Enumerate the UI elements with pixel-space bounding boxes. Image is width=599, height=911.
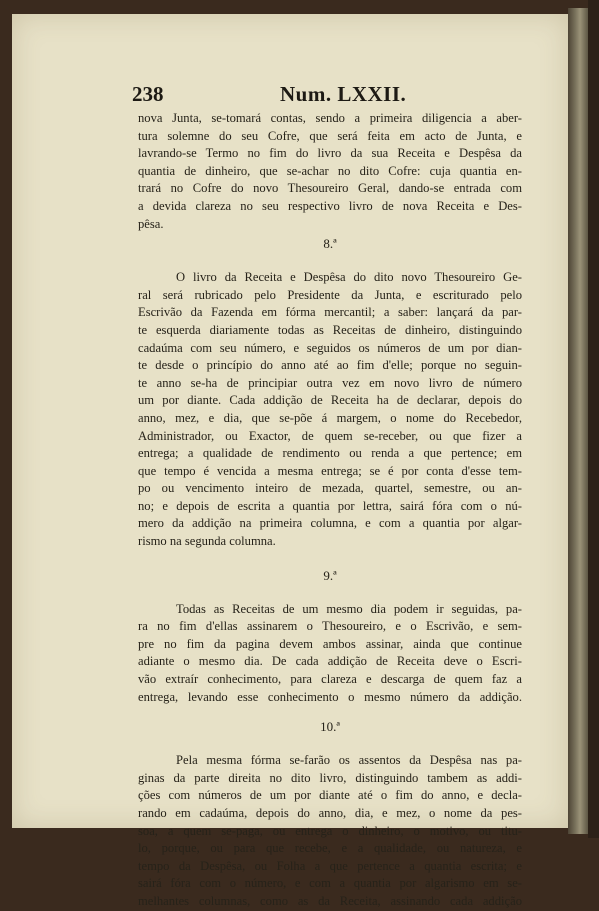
section-8-paragraph: [138, 269, 522, 551]
section-heading-8: 8.ª: [323, 236, 337, 252]
text-line: cadaúma com seu número, e seguidos os números de um por dian-: [138, 340, 522, 355]
text-line: ral será rubricado pelo Presidente da Junta, e escriturado pelo: [138, 287, 522, 302]
text-line: te anno se-ha de principiar outra vez em novo livro de número: [138, 375, 522, 390]
section-10-paragraph: [138, 752, 522, 910]
text-line: lo, porque, ou para que recebe, e a qualidade, ou natureza, e: [138, 841, 522, 856]
text-line: entrega; a qualidade de rendimento ou renda a que pertence; em: [138, 446, 522, 461]
text-line: te desde o princípio do anno até ao fim d'elle; porque no seguin-: [138, 358, 522, 373]
text-line: rismo na segunda columna.: [138, 534, 276, 549]
text-line: rando em cadaúma, depois do anno, dia, e mez, o nome da pes-: [138, 806, 522, 820]
text-line: po ou vencimento inteiro de mezada, quartel, semestre, ou an-: [138, 481, 522, 496]
text-line: Todas as Receitas de um mesmo dia podem ir seguidas, pa-: [176, 601, 522, 616]
page-header: [132, 82, 492, 108]
page-body: [138, 110, 522, 911]
text-line: ra no fim d'ellas assinarem o Thesoureiro, e o Escrivão, e sem-: [138, 619, 522, 634]
text-line: um por diante. Cada addição de Receita ha de declarar, depois do: [138, 393, 522, 408]
section-heading-9: 9.ª: [323, 567, 337, 583]
text-line: a devida clareza no seu respectivo livro de nova Receita e Des-: [138, 198, 522, 213]
text-line: trará no Cofre do novo Thesoureiro Geral, dando-se entrada com: [138, 181, 522, 196]
text-line: nova Junta, se-tomará contas, sendo a primeira diligencia a aber-: [138, 111, 522, 125]
text-line: quantia de dinheiro, que se-achar no dito Cofre: cuja quantia en-: [138, 163, 522, 178]
text-line: te esquerda diariamente todas as Receitas de dinheiro, distinguindo: [138, 322, 522, 337]
text-line: Escrivão da Fazenda em fórma mercantil; a saber: lançará da par-: [138, 305, 522, 320]
text-line: vão extraír conhecimento, para clareza e descarga de quem faz a: [138, 672, 522, 687]
text-line: ções com números de um por diante até o fim do anno, e decla-: [138, 788, 522, 803]
text-line: entrega, levando esse conhecimento o mesmo número da addição.: [138, 689, 522, 704]
section-9-paragraph: [138, 601, 522, 707]
text-line: que tempo é vencida a mesma entrega; se é por conta d'esse tem-: [138, 463, 522, 478]
text-line: O livro da Receita e Despêsa do dito novo Thesoureiro Ge-: [176, 270, 522, 285]
page-number: 238: [132, 82, 164, 106]
text-line: sairá fóra com o número, e com a quantia por algarismo em se-: [138, 876, 522, 891]
book-binding: [588, 0, 599, 838]
text-line: lavrando-se Termo no fim do livro da sua Receita e Despêsa da: [138, 146, 522, 161]
text-line: pêsa.: [138, 216, 164, 231]
text-line: no; e depois de escrita a quantia por lettra, sairá fóra com o nú-: [138, 498, 522, 513]
text-line: tempo da Despêsa, ou Folha a que pertence a quantia escrita; e: [138, 858, 522, 873]
text-line: mero da addição na primeira columna, e com a quantia por algar-: [138, 516, 522, 531]
running-title: Num. LXXII.: [280, 82, 407, 106]
text-line: ginas da parte direita no dito livro, distinguindo tambem as addi-: [138, 770, 522, 785]
text-line: pre no fim da pagina devem ambos assinar, ainda que continue: [138, 636, 522, 651]
section-heading-10: 10.ª: [320, 719, 340, 735]
text-line: adiante o mesmo dia. De cada addição de Receita deve o Escri-: [138, 654, 522, 669]
text-line: melhantes columnas, como as da Receita, assinando cada addição: [138, 893, 522, 908]
intro-paragraph: [138, 110, 522, 233]
text-line: Administrador, ou Exactor, de quem se-receber, ou que fizer a: [138, 428, 522, 443]
text-line: tura solemne do seu Cofre, que será feita em acto de Junta, e: [138, 128, 522, 143]
text-line: soa, a quem se-paga, ou entrega o dinheiro, o motivo, ou titu-: [138, 823, 522, 838]
text-line: anno, mez, e dia, que se-põe á margem, o nome do Recebedor,: [138, 410, 522, 425]
text-line: Pela mesma fórma se-farão os assentos da Despêsa nas pa-: [176, 753, 522, 768]
page-edge: [568, 8, 588, 834]
